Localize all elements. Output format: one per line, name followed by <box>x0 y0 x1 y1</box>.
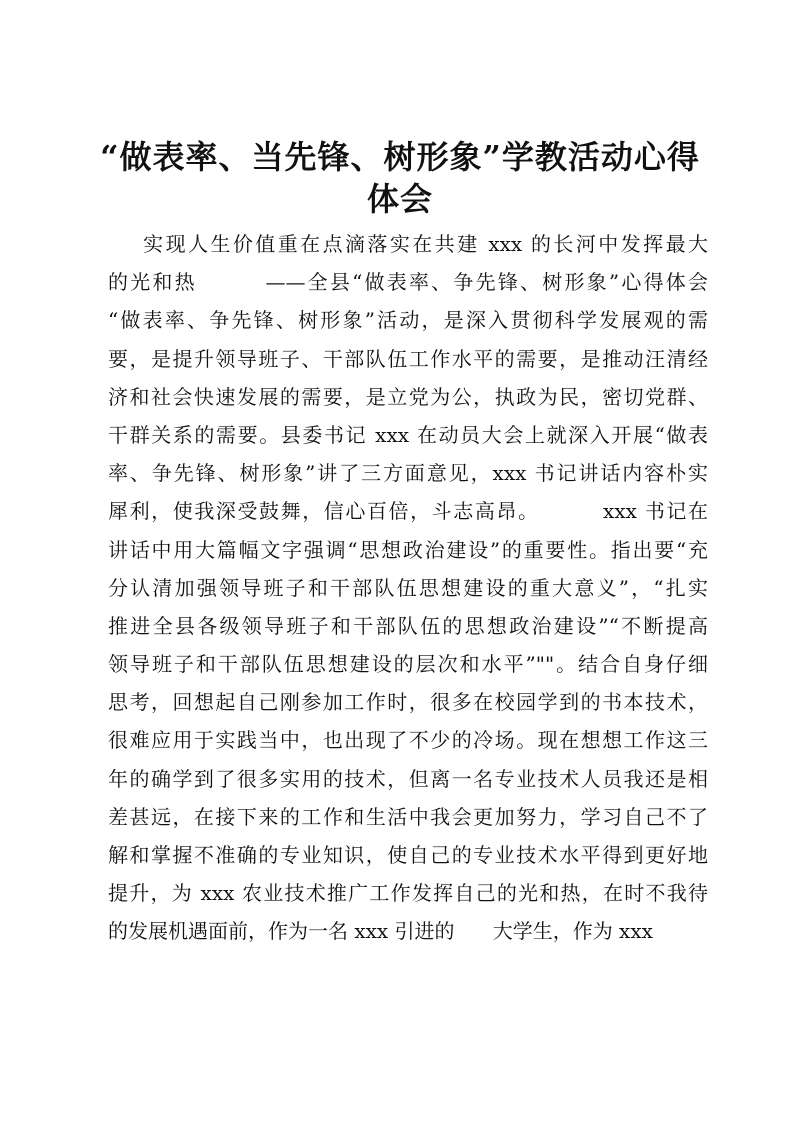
body-line-16: 差甚远，在接下来的工作和生活中我会更加努力，学习自己不了 <box>108 804 708 829</box>
body-line-13: 思考，回想起自己刚参加工作时，很多在校园学到的书本技术， <box>108 690 708 715</box>
body-line-14: 很难应用于实践当中，也出现了不少的冷场。现在想想工作这三 <box>108 728 708 753</box>
document-title: “做表率、当先锋、树形象”学教活动心得体会 <box>100 138 700 218</box>
body-line-7: 率、争先锋、树形象”讲了三方面意见，xxx 书记讲话内容朴实 <box>108 461 708 486</box>
body-line-11: 推进全县各级领导班子和干部队伍的思想政治建设”“不断提高 <box>108 613 708 638</box>
body-line-5: 济和社会快速发展的需要，是立党为公，执政为民，密切党群、 <box>108 384 708 409</box>
body-line-19: 的发展机遇面前，作为一名 xxx 引进的 大学生，作为 xxx <box>108 919 653 944</box>
body-line-12: 领导班子和干部队伍思想建设的层次和水平”""。结合自身仔细 <box>108 652 708 677</box>
body-line-8: 犀利，使我深受鼓舞，信心百倍，斗志高昂。 xxx 书记在 <box>108 499 708 524</box>
body-line-2: 的光和热 ——全县“做表率、争先锋、树形象”心得体会 <box>108 270 708 295</box>
body-line-1: 实现人生价值重在点滴落实在共建 xxx 的长河中发挥最大 <box>108 232 708 256</box>
body-line-3: “做表率、争先锋、树形象”活动，是深入贯彻科学发展观的需 <box>108 308 708 333</box>
body-line-15: 年的确学到了很多实用的技术，但离一名专业技术人员我还是相 <box>108 766 708 791</box>
body-line-4: 要，是提升领导班子、干部队伍工作水平的需要，是推动汪清经 <box>108 346 708 371</box>
body-line-6: 干群关系的需要。县委书记 xxx 在动员大会上就深入开展“做表 <box>108 422 708 447</box>
body-line-9: 讲话中用大篇幅文字强调“思想政治建设”的重要性。指出要“充 <box>108 537 708 562</box>
body-line-10: 分认清加强领导班子和干部队伍思想建设的重大意义”，“扎实 <box>108 575 708 600</box>
body-line-18: 提升，为 xxx 农业技术推广工作发挥自己的光和热，在时不我待 <box>108 881 708 906</box>
document-body <box>108 228 708 954</box>
body-line-17: 解和掌握不准确的专业知识，使自己的专业技术水平得到更好地 <box>108 843 708 867</box>
